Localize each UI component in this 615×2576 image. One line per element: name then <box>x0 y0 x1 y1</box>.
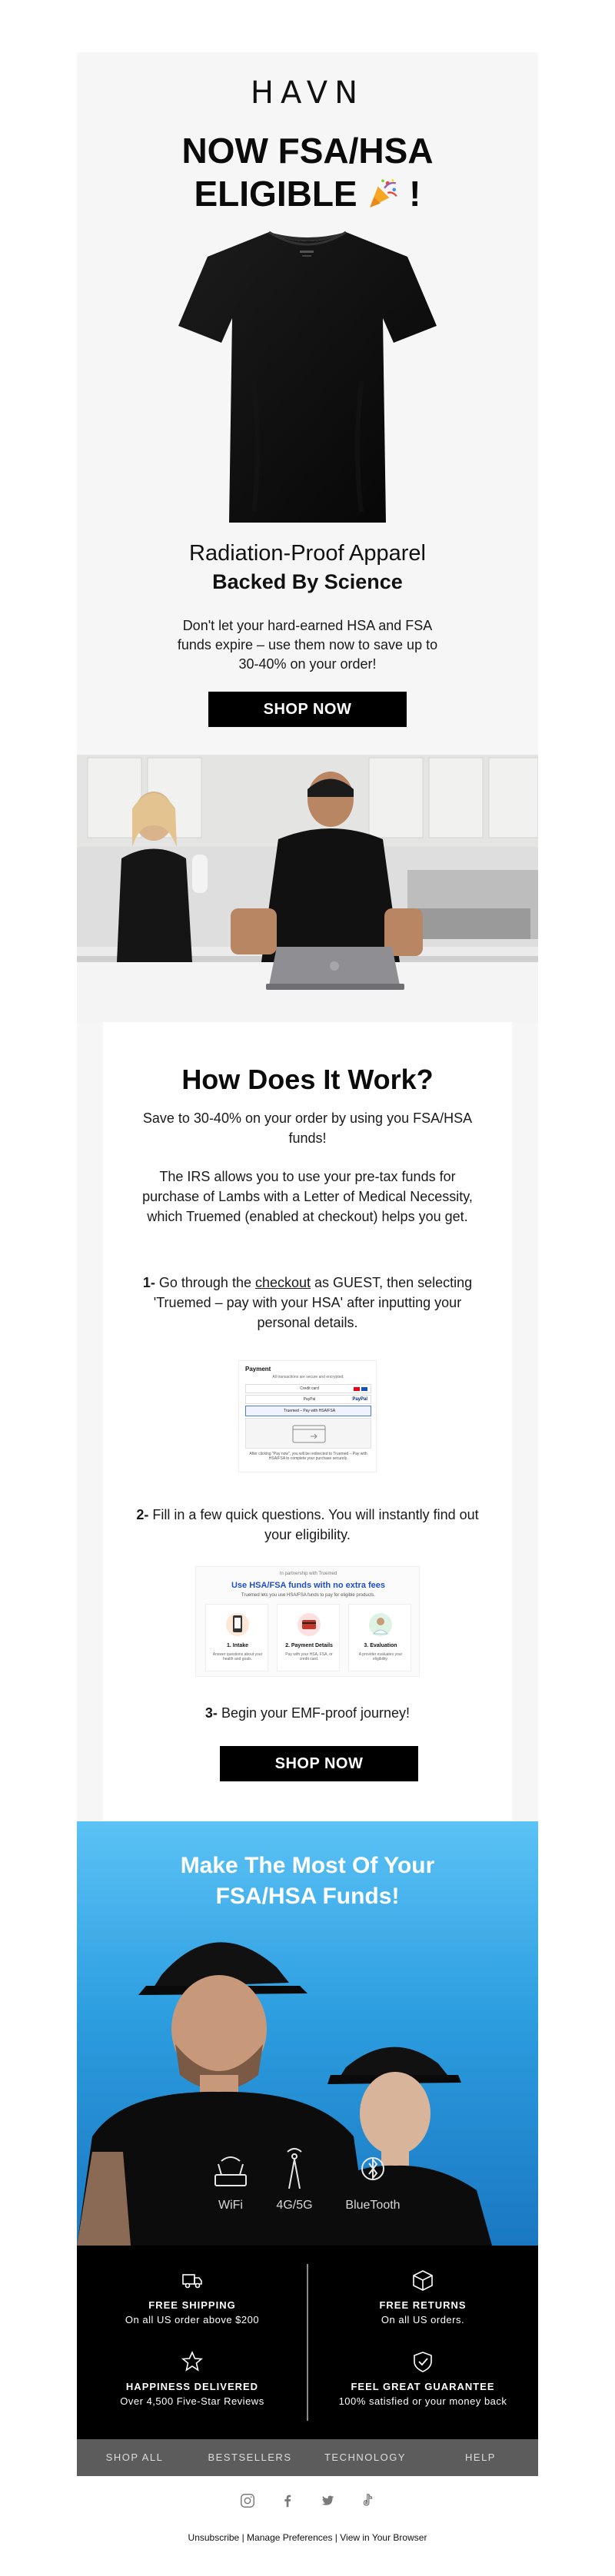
models-wearing-caps-image <box>77 1921 538 2246</box>
feature-guarantee-desc: 100% satisfied or your money back <box>338 2395 507 2407</box>
truemed-subtext: Truemed lets you use HSA/FSA funds to pay for eligible products. <box>241 1593 376 1598</box>
doctor-avatar-icon <box>369 1611 392 1638</box>
savings-intro-text: Save to 30-40% on your order by using you FSA/HSA funds! <box>142 1110 473 1146</box>
phone-checklist-icon <box>226 1611 249 1638</box>
step-1-text-a: Go through the <box>158 1275 251 1290</box>
hero-subtitle-bold: Backed By Science <box>212 570 403 593</box>
social-icons-row <box>77 2476 538 2525</box>
how-it-works-title: How Does It Work? <box>181 1064 434 1095</box>
feature-free-shipping-title: FREE SHIPPING <box>148 2299 236 2311</box>
checkout-credit-card-label: Credit card <box>300 1386 319 1391</box>
truemed-card-payment <box>277 1604 340 1671</box>
step-3-text-body: Begin your EMF-proof journey! <box>221 1705 411 1721</box>
paypal-logo-icon: PayPal <box>352 1397 367 1402</box>
box-icon <box>411 2269 434 2292</box>
truemed-card-evaluation-text: A provider evaluates your eligibility. <box>358 1652 403 1661</box>
checkout-payment-screenshot <box>238 1360 377 1472</box>
feature-happiness-delivered <box>77 2350 308 2407</box>
feature-free-shipping-desc: On all US order above $200 <box>125 2314 260 2325</box>
view-in-browser-link[interactable]: View in Your Browser <box>340 2532 427 2543</box>
nav-technology[interactable]: TECHNOLOGY <box>324 2452 406 2463</box>
truemed-card-payment-title: 2. Payment Details <box>285 1643 333 1648</box>
checkout-paypal-row <box>245 1395 371 1404</box>
how-it-works-section <box>77 1022 538 1821</box>
checkout-payment-subtext: All transactions are secure and encrypted. <box>272 1375 344 1379</box>
feature-guarantee-title: FEEL GREAT GUARANTEE <box>351 2381 495 2392</box>
checkout-link[interactable]: checkout <box>254 1275 311 1290</box>
party-popper-icon <box>367 177 399 209</box>
nav-help[interactable]: HELP <box>465 2452 496 2463</box>
kitchen-scene-image <box>77 755 538 1022</box>
twitter-icon[interactable] <box>319 2492 336 2509</box>
tiktok-icon[interactable] <box>359 2492 376 2509</box>
step-1-text <box>134 1273 481 1333</box>
hero-subtitle: Radiation-Proof Apparel <box>189 541 426 566</box>
instagram-icon[interactable] <box>239 2492 256 2509</box>
unsubscribe-link[interactable]: Unsubscribe <box>188 2532 240 2543</box>
footer-links <box>77 2530 538 2545</box>
hero-shop-now-button[interactable]: SHOP NOW <box>208 692 407 727</box>
manage-preferences-link[interactable]: Manage Preferences <box>247 2532 333 2543</box>
hero-title-line2: ELIGIBLE <box>194 174 357 214</box>
shirt-label-4g5g: 4G/5G <box>276 2199 313 2212</box>
truemed-card-evaluation <box>348 1604 411 1671</box>
hero-section <box>77 52 538 755</box>
hero-title-exclaim: ! <box>409 174 421 214</box>
feature-happiness-title: HAPPINESS DELIVERED <box>125 2381 259 2392</box>
truemed-partner-line: In partnership with Truemed <box>279 1572 337 1576</box>
checkout-truemed-row: Truemed – Pay with HSA/FSA <box>245 1406 371 1416</box>
footer-nav <box>77 2439 538 2476</box>
truemed-headline: Use HSA/FSA funds with no extra fees <box>231 1581 386 1590</box>
brand-logo[interactable]: HAVN <box>250 75 365 111</box>
truemed-card-payment-text: Pay with your HSA, FSA, or credit card. <box>285 1652 333 1661</box>
hero-title-line1: NOW FSA/HSA <box>181 131 434 171</box>
how-shop-now-button[interactable]: SHOP NOW <box>220 1746 418 1781</box>
truemed-card-intake-title: 1. Intake <box>226 1643 248 1648</box>
truemed-card-evaluation-title: 3. Evaluation <box>364 1643 397 1648</box>
black-tshirt-image <box>177 227 438 527</box>
how-it-works-card <box>103 1022 512 1821</box>
footer-separator-1: | <box>241 2532 244 2543</box>
kitchen-lifestyle-photo <box>77 755 538 1022</box>
nav-bestsellers[interactable]: BESTSELLERS <box>208 2452 292 2463</box>
footer-separator-2: | <box>334 2532 337 2543</box>
feature-happiness-desc: Over 4,500 Five-Star Reviews <box>120 2395 264 2407</box>
step-2-text <box>134 1505 481 1545</box>
truck-icon <box>181 2269 204 2292</box>
step-2-number: 2- <box>136 1507 149 1522</box>
shield-check-icon <box>411 2350 434 2373</box>
browser-window-icon <box>292 1425 326 1443</box>
checkout-paypal-label: PayPal <box>303 1397 316 1402</box>
email-container <box>77 52 538 2545</box>
step-3-number: 3- <box>204 1705 218 1721</box>
feature-free-returns-desc: On all US orders. <box>381 2314 465 2325</box>
truemed-card-intake <box>205 1604 268 1671</box>
truemed-info-screenshot <box>195 1566 420 1677</box>
banner-title-line1: Make The Most Of Your <box>180 1853 435 1878</box>
checkout-credit-card-row <box>245 1384 371 1393</box>
truemed-card-intake-text: Answer questions about your health and goals. <box>212 1652 263 1661</box>
features-section <box>77 2246 538 2439</box>
step-1-text-b: as GUEST, then selecting 'Truemed – pay with your HSA' after inputting your personal details. <box>153 1275 473 1330</box>
feature-free-shipping <box>77 2269 308 2325</box>
step-3-text <box>134 1703 481 1723</box>
feature-feel-great-guarantee <box>308 2350 538 2407</box>
hero-body-text: Don't let your hard-earned HSA and FSA funds expire – use them now to save up to 30-40% on your order! <box>177 618 438 672</box>
checkout-payment-heading: Payment <box>245 1366 271 1373</box>
shirt-label-wifi: WiFi <box>218 2199 243 2212</box>
step-1-number: 1- <box>142 1275 155 1290</box>
irs-explanation-text: The IRS allows you to use your pre-tax funds for purchase of Lambs with a Letter of Medical Necessity, which Truemed (enabled at checkout) helps you get. <box>142 1169 473 1224</box>
banner-title <box>77 1851 538 1912</box>
facebook-icon[interactable] <box>279 2492 296 2509</box>
fsa-funds-banner <box>77 1821 538 2246</box>
shirt-label-bluetooth: BlueTooth <box>345 2199 401 2212</box>
nav-shop-all[interactable]: SHOP ALL <box>105 2452 164 2463</box>
hero-title <box>77 129 538 215</box>
feature-free-returns-title: FREE RETURNS <box>379 2299 467 2311</box>
checkout-redirect-panel <box>245 1418 371 1449</box>
checkout-redirect-note: After clicking "Pay now", you will be redirected to Truemed – Pay with HSA/FSA to complete your purchase securely. <box>249 1452 367 1461</box>
star-icon <box>181 2350 204 2373</box>
banner-title-line2: FSA/HSA Funds! <box>215 1884 400 1909</box>
feature-free-returns <box>308 2269 538 2325</box>
credit-card-icon <box>298 1611 321 1638</box>
step-2-text-body: Fill in a few quick questions. You will instantly find out your eligibility. <box>152 1507 479 1542</box>
